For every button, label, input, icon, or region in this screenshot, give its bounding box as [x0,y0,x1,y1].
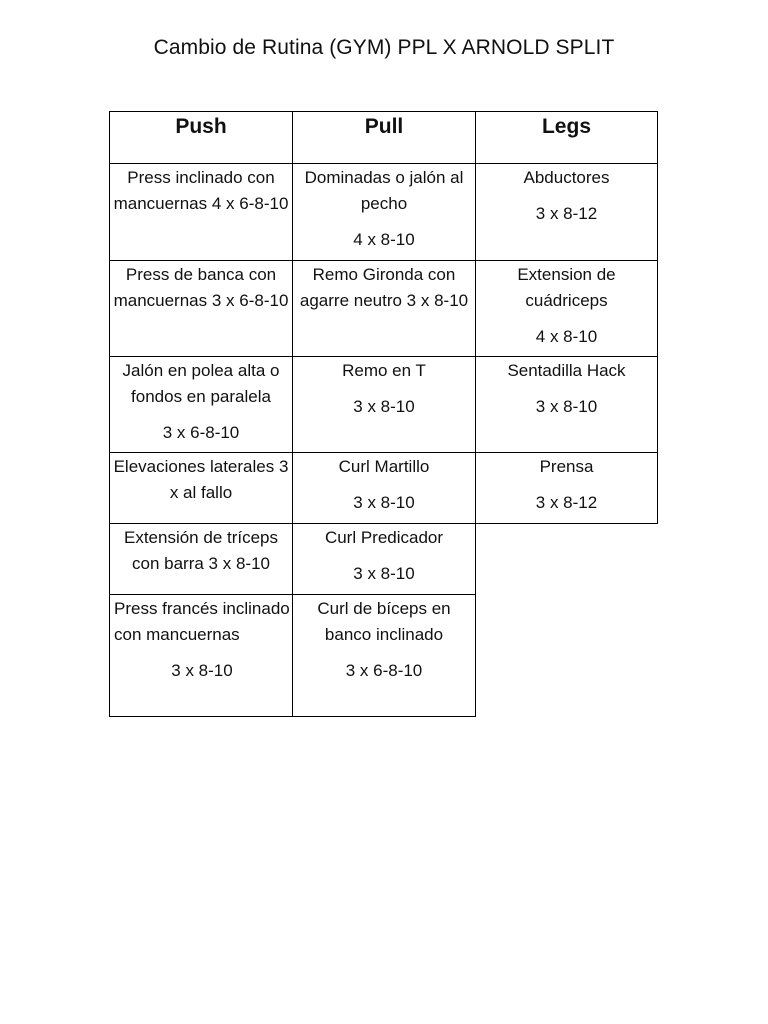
legs-exercise-4-name: Prensa [539,457,594,476]
pull-exercise-1-name: Dominadas o jalón al pecho [304,168,464,213]
push-exercise-1 [109,163,293,261]
legs-exercise-3-name: Sentadilla Hack [507,361,626,380]
push-exercise-6 [109,594,293,717]
pull-exercise-4-name: Curl Martillo [338,457,430,476]
pull-exercise-5 [292,523,476,595]
legs-exercise-2-name: Extension de cuádriceps [517,265,616,310]
header-legs: Legs [475,111,658,164]
pull-exercise-3 [292,356,476,453]
legs-exercise-4-reps: 3 x 8-12 [535,493,598,512]
pull-exercise-3-name: Remo en T [342,361,426,380]
pull-exercise-3-reps: 3 x 8-10 [353,397,415,416]
legs-exercise-1 [475,163,658,261]
pull-exercise-1-reps: 4 x 8-10 [353,230,415,249]
legs-exercise-2 [475,260,658,357]
push-exercise-6-name: Press francés inclinado con mancuernas [114,599,290,644]
legs-exercise-1-reps: 3 x 8-12 [535,204,598,223]
legs-exercise-2-reps: 4 x 8-10 [535,327,598,346]
legs-exercise-3-reps: 3 x 8-10 [535,397,598,416]
header-pull: Pull [292,111,476,164]
pull-exercise-6 [292,594,476,717]
pull-exercise-1 [292,163,476,261]
push-exercise-5-name: Extensión de tríceps con barra 3 x 8-10 [123,528,279,573]
push-exercise-3 [109,356,293,453]
pull-exercise-2-name: Remo Gironda con agarre neutro 3 x 8-10 [299,265,469,310]
page-title: Cambio de Rutina (GYM) PPL X ARNOLD SPLIT [153,36,615,59]
pull-exercise-4 [292,452,476,524]
pull-exercise-2 [292,260,476,357]
push-exercise-2-name: Press de banca con mancuernas 3 x 6-8-10 [113,265,289,310]
legs-exercise-1-name: Abductores [523,168,610,187]
push-exercise-1-name: Press inclinado con mancuernas 4 x 6-8-10 [113,168,289,213]
pull-exercise-6-name: Curl de bíceps en banco inclinado [317,599,451,644]
legs-exercise-3 [475,356,658,453]
push-exercise-6-reps: 3 x 8-10 [171,661,233,680]
legs-exercise-4 [475,452,658,524]
push-exercise-3-reps: 3 x 6-8-10 [162,423,240,442]
pull-exercise-4-reps: 3 x 8-10 [353,493,415,512]
header-push: Push [109,111,293,164]
push-exercise-5 [109,523,293,595]
push-exercise-2 [109,260,293,357]
pull-exercise-5-name: Curl Predicador [324,528,444,547]
pull-exercise-5-reps: 3 x 8-10 [353,564,415,583]
push-exercise-4-name: Elevaciones laterales 3 x al fallo [113,457,289,502]
push-exercise-3-name: Jalón en polea alta o fondos en paralela [122,361,280,406]
pull-exercise-6-reps: 3 x 6-8-10 [345,661,423,680]
push-exercise-4 [109,452,293,524]
